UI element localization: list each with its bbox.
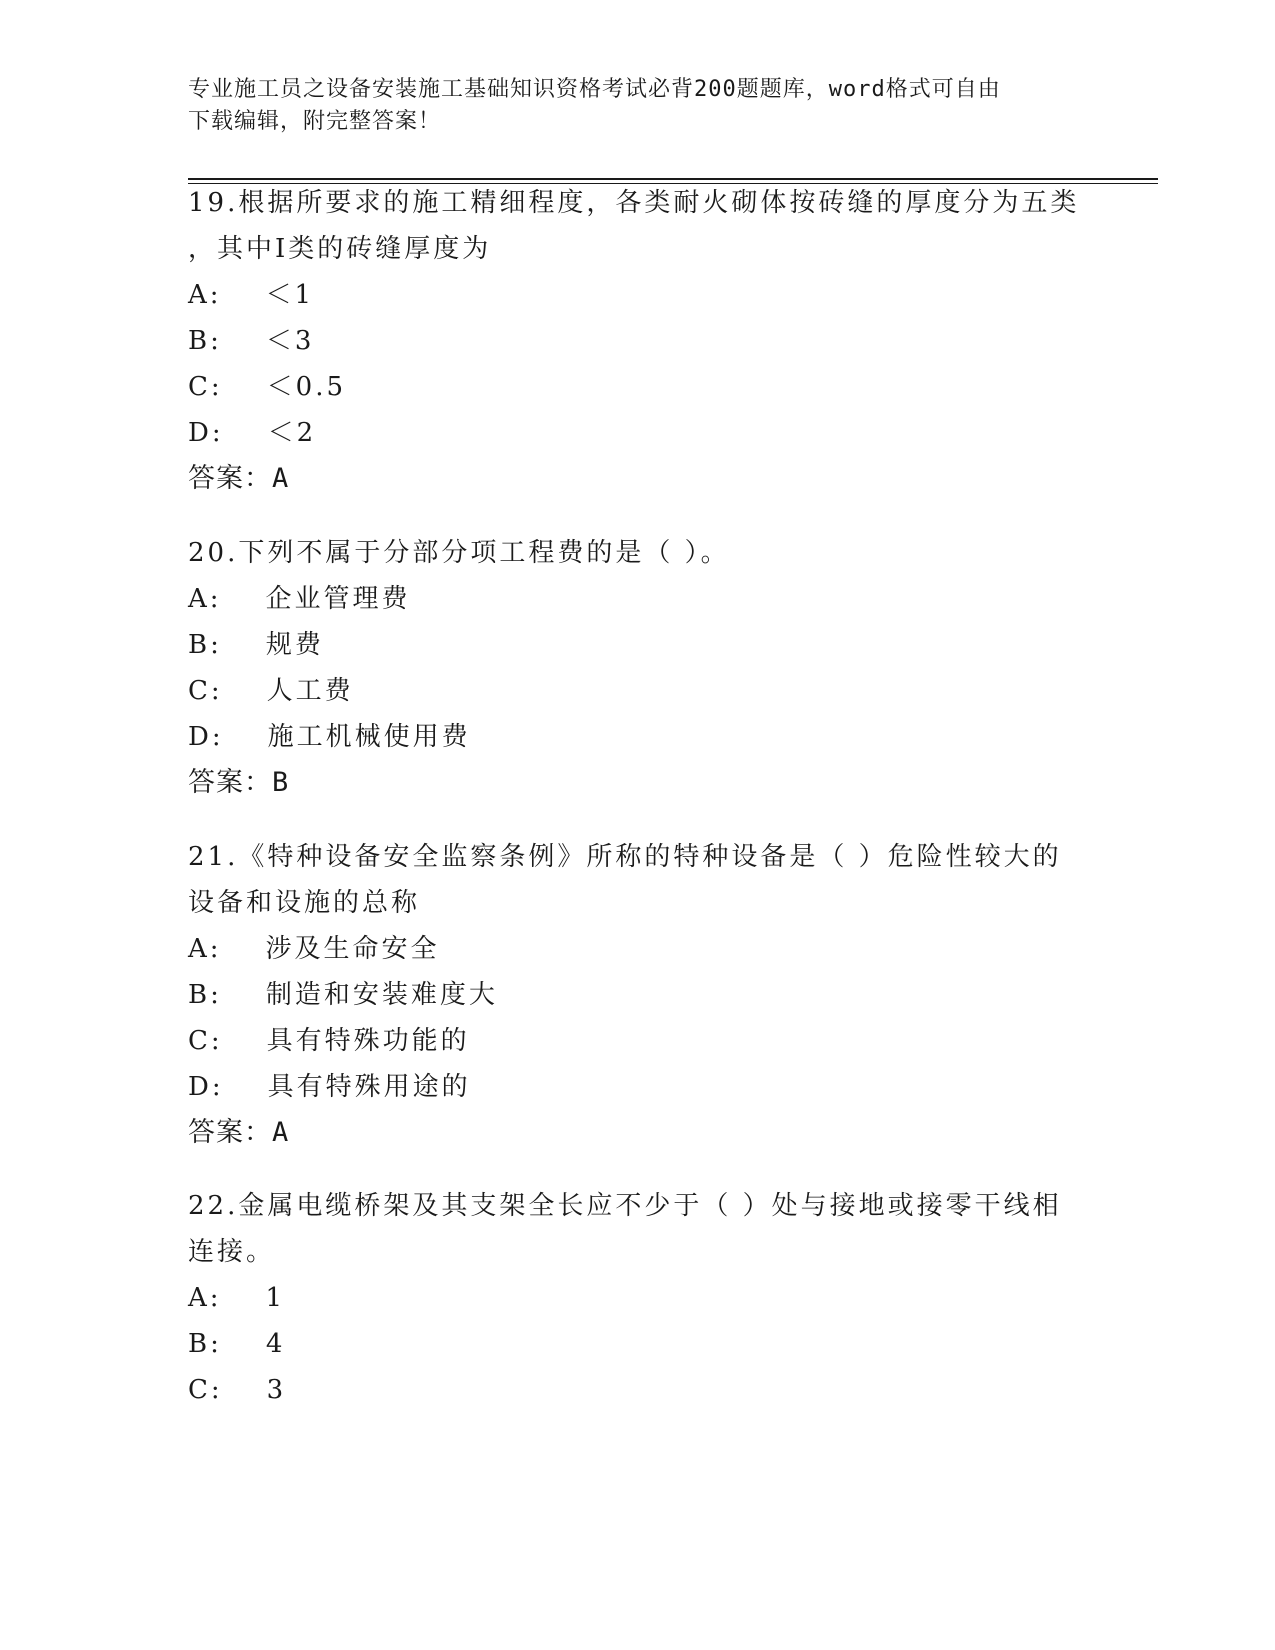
option-text: 涉及生命安全 <box>265 934 440 964</box>
question-21 <box>188 834 1088 1156</box>
answer-line: 答案：A <box>188 463 290 494</box>
document-header <box>188 74 1088 138</box>
option-letter: D: <box>188 1072 224 1102</box>
option-text: 制造和安装难度大 <box>265 980 498 1010</box>
option-letter: C: <box>188 1026 223 1056</box>
option-b <box>188 972 1088 1018</box>
option-a <box>188 272 1088 318</box>
option-a <box>188 576 1088 622</box>
option-d <box>188 1064 1088 1110</box>
option-c <box>188 1018 1088 1064</box>
question-22 <box>188 1183 1088 1413</box>
option-text: 人工费 <box>266 676 354 706</box>
option-c <box>188 668 1088 714</box>
option-text: 企业管理费 <box>265 584 411 614</box>
option-a <box>188 1275 1088 1321</box>
question-19 <box>188 180 1088 502</box>
option-text: ＜2 <box>267 418 317 448</box>
option-letter: C: <box>188 1375 223 1405</box>
option-letter: B: <box>188 326 222 356</box>
option-letter: A: <box>188 934 222 964</box>
answer-line: 答案：B <box>188 767 290 798</box>
option-c <box>188 1367 1088 1413</box>
question-stem-line-1: 22.金属电缆桥架及其支架全长应不少于（ ）处与接地或接零干线相 <box>188 1191 1062 1221</box>
option-letter: C: <box>188 372 223 402</box>
option-c <box>188 364 1088 410</box>
option-text: 1 <box>265 1283 286 1313</box>
option-text: 具有特殊功能的 <box>266 1026 470 1056</box>
option-text: ＜1 <box>265 280 315 310</box>
option-letter: D: <box>188 722 224 752</box>
option-letter: C: <box>188 676 223 706</box>
question-stem-line-1: 20.下列不属于分部分项工程费的是（ ）。 <box>188 538 730 568</box>
option-b <box>188 1321 1088 1367</box>
question-stem-line-1: 19.根据所要求的施工精细程度，各类耐火砌体按砖缝的厚度分为五类 <box>188 188 1080 218</box>
option-b <box>188 622 1088 668</box>
option-d <box>188 714 1088 760</box>
header-line-1: 专业施工员之设备安装施工基础知识资格考试必背200题题库，word格式可自由 <box>188 77 1001 102</box>
option-text: ＜0.5 <box>266 372 347 402</box>
option-text: 具有特殊用途的 <box>267 1072 471 1102</box>
option-letter: A: <box>188 280 222 310</box>
question-stem-line-2: ，其中Ⅰ类的砖缝厚度为 <box>188 234 492 264</box>
option-text: 3 <box>266 1375 287 1405</box>
option-letter: B: <box>188 630 222 660</box>
header-line-2: 下载编辑，附完整答案！ <box>188 109 442 134</box>
question-stem-line-2: 连接。 <box>188 1237 276 1267</box>
option-letter: A: <box>188 584 222 614</box>
option-text: 施工机械使用费 <box>267 722 471 752</box>
answer-line: 答案：A <box>188 1117 290 1148</box>
option-text: 4 <box>265 1329 286 1359</box>
option-text: ＜3 <box>265 326 315 356</box>
option-letter: B: <box>188 1329 222 1359</box>
question-20 <box>188 530 1088 806</box>
option-a <box>188 926 1088 972</box>
option-letter: A: <box>188 1283 222 1313</box>
question-stem-line-2: 设备和设施的总称 <box>188 888 421 918</box>
option-b <box>188 318 1088 364</box>
option-d <box>188 410 1088 456</box>
option-text: 规费 <box>265 630 324 660</box>
option-letter: D: <box>188 418 224 448</box>
question-stem-line-1: 21.《特种设备安全监察条例》所称的特种设备是（ ）危险性较大的 <box>188 842 1062 872</box>
option-letter: B: <box>188 980 222 1010</box>
